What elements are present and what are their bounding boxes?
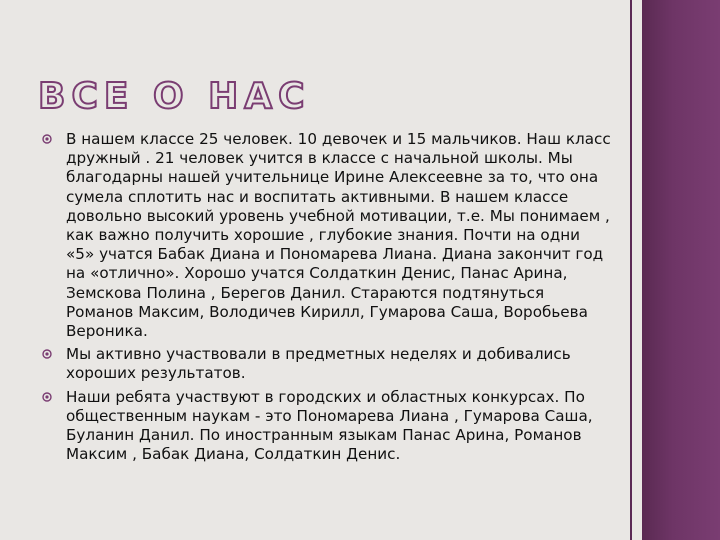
bullet-item (42, 130, 612, 341)
bullet-item (42, 345, 612, 383)
bullet-text: В нашем классе 25 человек. 10 девочек и 15 мальчиков. Наш класс дружный . 21 человек учится в классе с начальной школы. Мы благодарны нашей учительнице Ирине Алексеевне за то, что она сумела сплотить нас и воспитать активными. В нашем классе довольно высокий уровень учебной мотивации, т.е. Мы понимаем , как важно получить хорошие , глубокие знания. Почти на одни «5» учатся Бабак Диана и Пономарева Лиана. Диана закончит год на «отлично». Хорошо учатся Солдаткин Денис, Панас Арина, Земскова Полина , Берегов Данил. Стараются подтянуться Романов Максим, Володичев Кирилл, Гумарова Саша, Воробьева Вероника. (66, 130, 611, 341)
bullet-list (42, 130, 612, 468)
bullet-icon (42, 134, 52, 144)
bullet-icon (42, 349, 52, 359)
side-divider-line (630, 0, 632, 540)
slide-title: ВСЕ О НАС (38, 76, 311, 117)
bullet-item (42, 388, 612, 465)
bullet-text: Мы активно участвовали в предметных неделях и добивались хороших результатов. (66, 345, 571, 383)
bullet-text: Наши ребята участвуют в городских и областных конкурсах. По общественным наукам - это Пономарева Лиана , Гумарова Саша, Буланин Данил. По иностранным языкам Панас Арина, Романов Максим , Бабак Диана, Солдаткин Денис. (66, 387, 593, 464)
side-decor-bar (642, 0, 720, 540)
bullet-icon (42, 392, 52, 402)
